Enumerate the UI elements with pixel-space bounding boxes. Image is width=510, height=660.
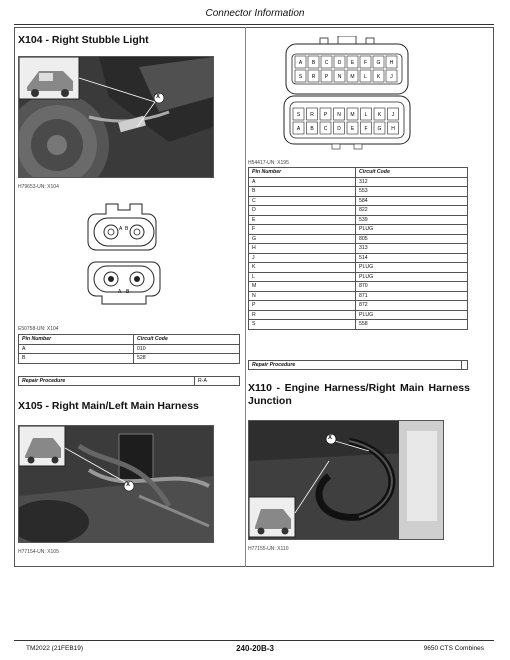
svg-text:B: B [125,226,129,232]
circuit-cell: 313 [356,244,468,254]
x104-callout: X [156,94,161,100]
x105-photo-caption: H77154-UN: X105 [18,549,59,555]
pin-cell: K [249,263,356,273]
repair-label: Repair Procedure [22,378,66,384]
connector-pin-label: A [296,125,301,132]
repair-divider [194,377,195,385]
table-header-row [249,168,468,178]
table-row [249,301,468,311]
x195-connector-diagram [282,36,412,157]
pin-cell: B [249,187,356,197]
connector-pin-label: M [350,73,355,80]
page-header: Connector Information [205,8,305,19]
connector-pin-label: K [377,111,382,118]
circuit-cell: 553 [356,187,468,197]
circuit-cell: PLUG [356,225,468,235]
circuit-cell: 805 [356,234,468,244]
table-row [19,344,240,354]
x104-repair-procedure [18,376,240,386]
pin-cell: C [249,196,356,206]
pin-number-header: Pin Number [249,168,356,178]
connector-pin-label: R [310,111,314,118]
connector-pin-label: B [311,59,316,66]
table-row [249,234,468,244]
pin-cell: R [249,310,356,320]
circuit-cell: 514 [356,253,468,263]
pin-cell: F [249,225,356,235]
table-row [249,196,468,206]
repair-value[interactable]: R-A [198,378,207,384]
circuit-cell: 584 [356,196,468,206]
table-row [249,320,468,330]
x104-title: X104 - Right Stubble Light [18,34,149,46]
x104-pin-table [18,334,240,364]
connector-pin-label: J [390,73,393,80]
connector-pin-label: J [391,111,395,118]
table-row [249,272,468,282]
connector-pin-label: M [350,111,355,118]
pin-cell: L [249,272,356,282]
table-row [249,177,468,187]
connector-pin-label: A [298,59,303,66]
header-rule [14,24,494,25]
connector-pin-label: N [337,73,342,80]
circuit-cell: 528 [134,354,240,364]
connector-pin-label: K [376,73,381,80]
x195-diagram-caption: H54417-UN: X195 [248,160,289,166]
circuit-cell: 871 [356,291,468,301]
table-row [249,187,468,197]
x110-photo [248,420,444,540]
repair-divider [461,361,462,369]
pin-cell: G [249,234,356,244]
x110-title: X110 - Engine Harness/Right Main Harness Junction [248,382,470,407]
pin-cell: M [249,282,356,292]
connector-pin-label: G [376,59,381,66]
connector-pin-label: P [323,111,328,118]
pin-number-header: Pin Number [19,335,134,345]
connector-pin-label: P [324,73,329,80]
connector-pin-label: D [337,125,341,132]
connector-pin-label: L [364,111,368,118]
x104-photo [18,56,214,178]
table-row [249,253,468,263]
svg-text:B: B [126,289,130,295]
table-row [249,215,468,225]
circuit-cell: 010 [134,344,240,354]
pin-cell: N [249,291,356,301]
table-row [249,310,468,320]
circuit-cell: 558 [356,320,468,330]
repair-label: Repair Procedure [252,362,296,368]
connector-pin-label: S [298,73,303,80]
connector-pin-label: N [337,111,341,118]
circuit-cell: 539 [356,215,468,225]
connector-pin-label: S [296,111,301,118]
pin-cell: D [249,206,356,216]
connector-pin-label: C [324,59,329,66]
connector-pin-label: D [337,59,342,66]
x104-connector-diagram [84,200,164,317]
column-divider [245,27,246,567]
x110-callout: X [328,435,333,441]
table-row [249,244,468,254]
circuit-code-header: Circuit Code [356,168,468,178]
circuit-cell: 822 [356,206,468,216]
x105-photo [18,425,214,543]
x105-title: X105 - Right Main/Left Main Harness [18,400,199,412]
table-row [249,291,468,301]
pin-cell: J [249,253,356,263]
connector-pin-label: F [363,59,368,66]
connector-pin-label: E [350,125,355,132]
footer-product: 9650 CTS Combines [423,645,484,652]
pin-cell: H [249,244,356,254]
footer-rule [14,640,494,641]
table-row [249,225,468,235]
circuit-cell: PLUG [356,310,468,320]
connector-pin-label: B [310,125,314,132]
svg-text:A: A [119,226,123,232]
x195-pin-table [248,167,468,330]
circuit-cell: PLUG [356,263,468,273]
pin-cell: B [19,354,134,364]
pin-cell: E [249,215,356,225]
footer-manual-id: TM2022 (21FEB19) [26,645,84,652]
connector-pin-label: H [389,59,394,66]
circuit-code-header: Circuit Code [134,335,240,345]
x105-callout: X [126,482,131,488]
x104-diagram-caption: E50758-UN: X104 [18,326,59,332]
connector-pin-label: R [311,73,316,80]
table-row [249,282,468,292]
svg-text:A: A [118,289,122,295]
circuit-cell: PLUG [356,272,468,282]
pin-cell: A [19,344,134,354]
pin-cell: S [249,320,356,330]
table-header-row [19,335,240,345]
circuit-cell: 872 [356,301,468,311]
x195-repair-procedure [248,360,468,370]
table-row [19,354,240,364]
table-row [249,206,468,216]
pin-cell: A [249,177,356,187]
connector-pin-label: F [364,125,368,132]
circuit-cell: 870 [356,282,468,292]
connector-pin-label: H [391,125,395,132]
pin-cell: P [249,301,356,311]
connector-pin-label: C [323,125,328,132]
circuit-cell: 312 [356,177,468,187]
x104-photo-caption: H79653-UN: X104 [18,184,59,190]
footer-page-number: 240-20B-3 [236,644,274,653]
connector-pin-label: L [364,73,367,80]
table-row [249,263,468,273]
x110-photo-caption: H77155-UN: X110 [248,546,289,552]
connector-pin-label: E [350,59,355,66]
connector-pin-label: G [377,125,382,132]
